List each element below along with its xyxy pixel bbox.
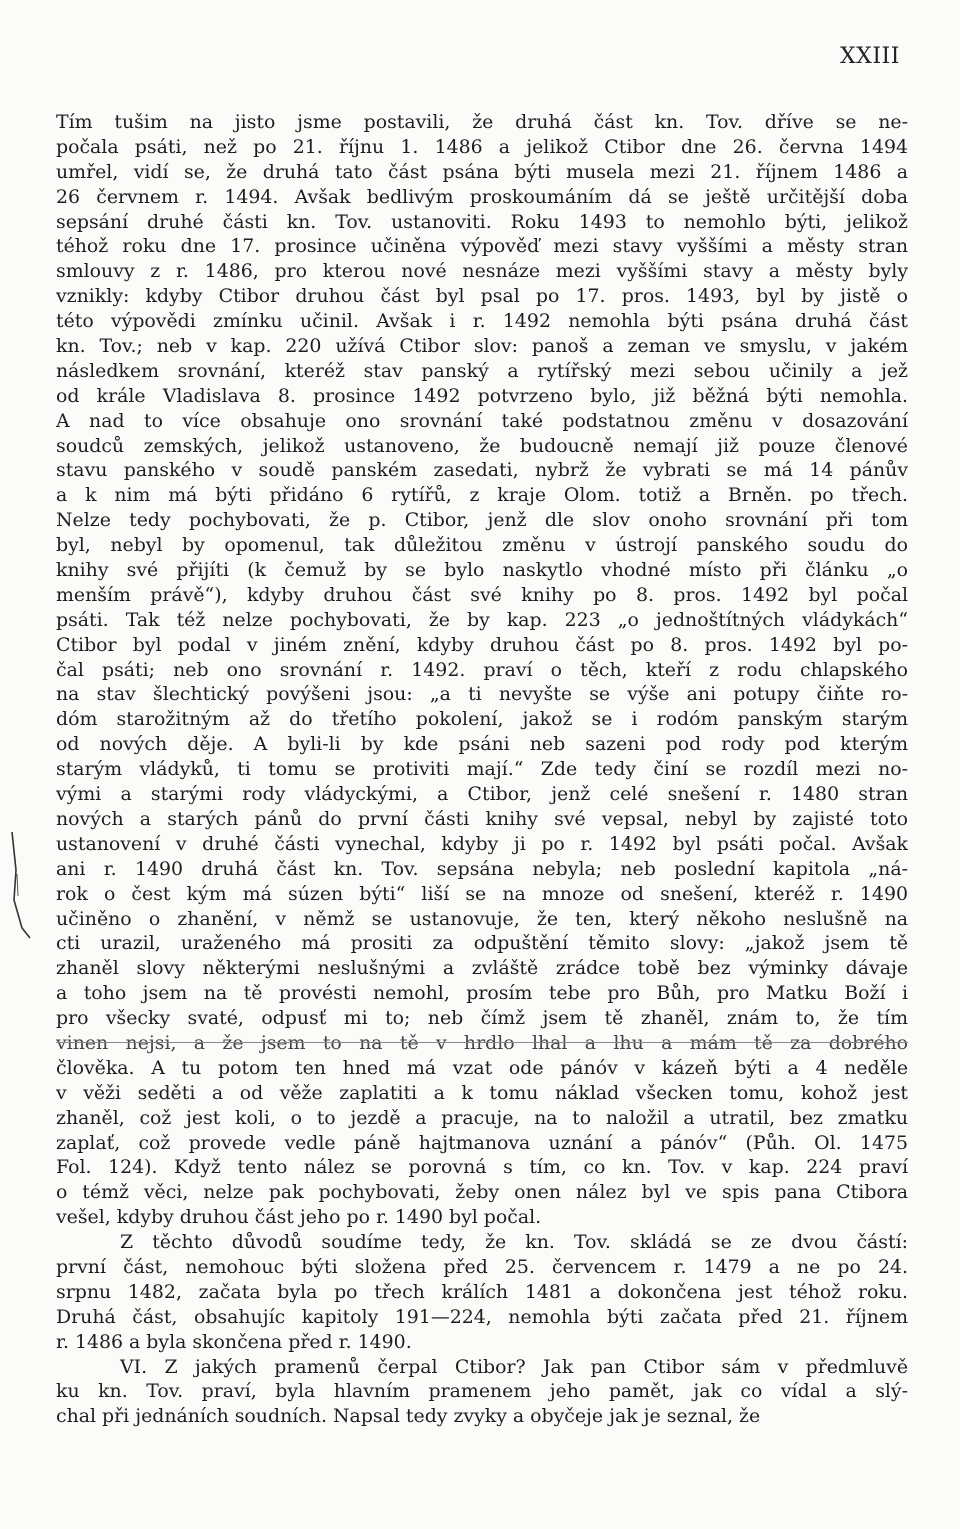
- text-line: vými a starými rody vládyckými, a Ctibor, jenž celé snešení r. 1480 stran: [56, 783, 908, 806]
- text-line: psáti. Tak též nelze pochybovati, že by kap. 223 „o jednoštítných vládykách“: [56, 608, 908, 631]
- text-line: učiněno o zhanění, v němž se ustanovuje, že ten, který někoho neslušně na: [56, 907, 908, 930]
- text-line: a toho jsem na tě provésti nemohl, prosím tebe pro Bůh, pro Matku Boží i: [56, 982, 908, 1005]
- text-line: od krále Vladislava 8. prosince 1492 potvrzeno bylo, již běžná býti nemohla.: [56, 384, 908, 407]
- text-line: a k nim má býti přidáno 6 rytířů, z kraje Olom. totiž a Brněn. po třech.: [56, 484, 908, 507]
- page-number: XXIII: [840, 44, 900, 69]
- text-line: vešel, kdyby druhou část jeho po r. 1490 byl počal.: [56, 1206, 542, 1229]
- text-line: menším právě“), kdyby druhou část své knihy po 8. pros. 1492 byl počal: [56, 583, 908, 606]
- text-line: r. 1486 a byla skončena před r. 1490.: [56, 1330, 412, 1353]
- text-line: kn. Tov.; neb v kap. 220 užívá Ctibor slov: panoš a zeman ve smyslu, v jakém: [56, 335, 908, 358]
- text-line: smlouvy z r. 1486, pro kterou nové nesnáze mezi vyššími stavy a městy byly: [56, 260, 908, 283]
- text-line: následkem srovnání, kteréž stav panský a rytířský mezi sebou učinily a jež: [56, 359, 908, 382]
- text-line: nových a starých pánů do první části knihy své vepsal, nebyl by zajisté toto: [56, 807, 908, 830]
- text-line: vznikly: kdyby Ctibor druhou část byl psal po 17. pros. 1493, byl by jistě o: [56, 285, 908, 308]
- text-line: čal psáti; neb ono srovnání r. 1492. praví o těch, kteří z rodu chlapského: [56, 658, 908, 681]
- margin-pencil-mark: [8, 830, 32, 940]
- text-line: na stav šlechtický povýšeni jsou: „a ti nevyšte se výše ani potupy čiňte ro-: [56, 683, 908, 706]
- text-line: Ctibor byl podal v jiném znění, kdyby druhou část po 8. pros. 1492 byl po-: [56, 633, 908, 656]
- text-line: Tím tušim na jisto jsme postavili, že druhá část kn. Tov. dříve se ne-: [56, 111, 908, 133]
- text-line: chal při jednáních soudních. Napsal tedy zvyky a obyčeje jak je seznal, že: [56, 1405, 761, 1428]
- text-line: ku kn. Tov. praví, byla hlavním pramenem jeho pamět, jak co vídal a slý-: [56, 1380, 908, 1403]
- text-line: srpnu 1482, začata byla po třech králích 1481 a dokončena jest téhož roku.: [56, 1280, 908, 1303]
- text-line: v věži seděti a od věže zaplatiti a k tomu náklad všecken tomu, kohož jest: [56, 1081, 908, 1104]
- text-line: téhož roku dne 17. prosince učiněna výpověď mezi stavy vyššími a městy stran: [56, 235, 908, 258]
- text-line: cti urazil, uraženého má prositi za odpuštění těmito slovy: „jakož jsem tě: [56, 932, 908, 955]
- text-line: o témž věci, nelze pak pochybovati, žeby onen nález byl ve spis pana Ctibora: [56, 1181, 908, 1204]
- text-line: Nelze tedy pochybovati, že p. Ctibor, jenž dle slov onoho srovnání při tom: [56, 509, 908, 532]
- text-line: Druhá část, obsahujíc kapitoly 191—224, nemohla býti začata před 21. říjnem: [56, 1305, 908, 1328]
- text-line: od nových děje. A byli-li by kde psáni neb sazeni pod rody pod kterým: [56, 733, 908, 756]
- text-line: VI. Z jakých pramenů čerpal Ctibor? Jak pan Ctibor sám v předmluvě: [120, 1355, 908, 1378]
- text-line: vinen nejsi, a že jsem to na tě v hrdlo lhal a lhu a mám tě za dobrého: [56, 1031, 908, 1054]
- text-line: počala psáti, než po 21. říjnu 1. 1486 a jelikož Ctibor dne 26. června 1494: [56, 135, 908, 158]
- text-line: Z těchto důvodů soudíme tedy, že kn. Tov. skládá se ze dvou částí:: [120, 1231, 908, 1254]
- text-line: zaplať, což provede vedle páně hajtmanova uznání a pánóv“ (Půh. Ol. 1475: [56, 1131, 908, 1154]
- text-line: ustanovení v druhé části vynechal, kdyby ji po r. 1492 byl psáti počal. Avšak: [56, 832, 908, 855]
- text-line: rok o čest kým má súzen býti“ liší se na mnoze od snešení, kteréž r. 1490: [56, 882, 908, 905]
- text-line: zhaněl, což jest koli, o to jezdě a pracuje, na to naložil a utratil, bez zmatku: [56, 1106, 908, 1129]
- text-line: pro všecky svaté, odpusť mi to; neb čímž jsem tě zhaněl, znám to, že tím: [56, 1007, 908, 1030]
- text-line: první část, nemohouc býti složena před 25. červencem r. 1479 a ne po 24.: [56, 1255, 908, 1278]
- text-line: starým vládyků, ti tomu se protiviti mají.“ Zde tedy činí se rozdíl mezi no-: [56, 758, 908, 781]
- text-line: dóm starožitným až do třetího pokolení, jakož se i rodóm panským starým: [56, 708, 908, 731]
- text-line: byl, nebyl by opomenul, tak důležitou změnu v ústrojí panského soudu do: [56, 534, 908, 557]
- text-line: knihy své přijíti (k čemuž by se bylo naskytlo vhodné místo při článku „o: [56, 559, 908, 582]
- text-line: 26 červnem r. 1494. Avšak bedlivým proskoumáním dá se ještě určitější doba: [56, 185, 908, 208]
- text-line: stavu panského v soudě panském zasedati, nybrž že vybrati se má 14 pánův: [56, 459, 908, 482]
- paragraph: [56, 1230, 908, 1354]
- text-line: této výpovědi zmínku učinil. Avšak i r. 1492 nemohla býti psána druhá část: [56, 310, 908, 333]
- paragraph: [56, 110, 908, 1230]
- text-line: zhaněl slovy některými neslušnými a zvláště zrádce tobě bez výminky dávaje: [56, 957, 908, 980]
- text-line: sepsání druhé části kn. Tov. ustanoviti. Roku 1493 to nemohlo býti, jelikož: [56, 210, 908, 233]
- text-line: člověka. A tu potom ten hned má vzat ode pánóv v kázeň býti a 4 neděle: [56, 1056, 908, 1079]
- body-text: [56, 110, 908, 1429]
- text-line: umřel, vidí se, že druhá tato část psána býti musela mezi 21. říjnem 1486 a: [56, 160, 908, 183]
- paragraph: [56, 1355, 908, 1430]
- text-line: A nad to více obsahuje ono srovnání také podstatnou změnu v dosazování: [56, 409, 908, 432]
- text-line: soudců zemských, jelikož ustanoveno, že budoucně nemají již pouze členové: [56, 434, 908, 457]
- text-line: Fol. 124). Když tento nález se porovná s tím, co kn. Tov. v kap. 224 praví: [56, 1156, 908, 1179]
- text-line: ani r. 1490 druhá část kn. Tov. sepsána nebyla; neb poslední kapitola „ná-: [56, 857, 908, 880]
